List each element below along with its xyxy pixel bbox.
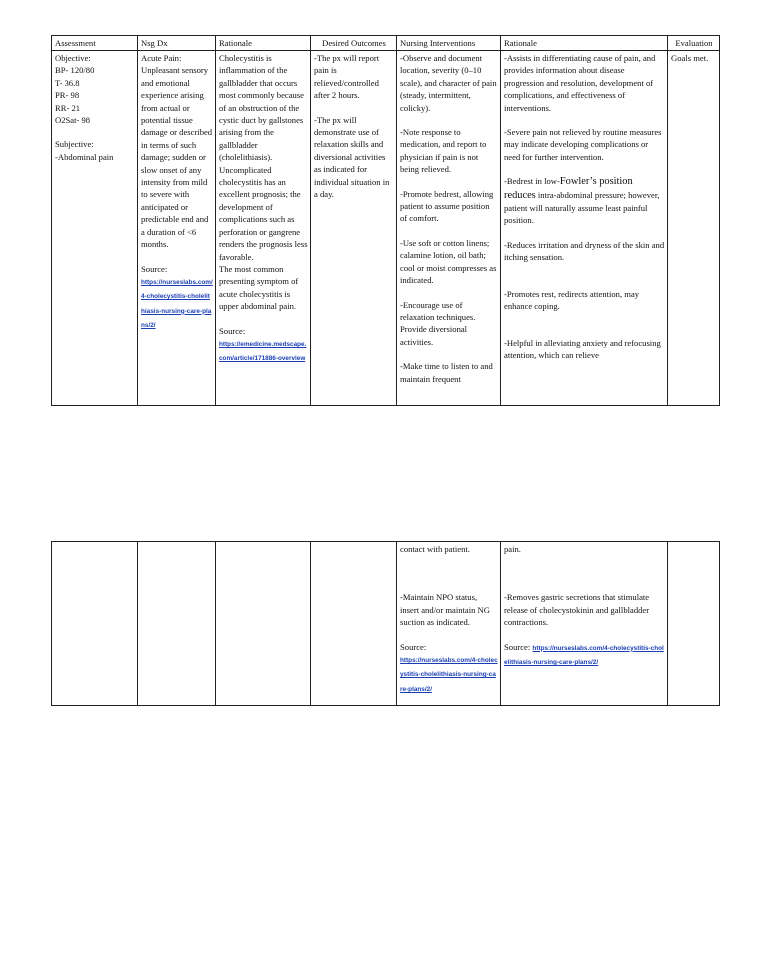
table-row xyxy=(52,51,720,406)
rationale2-source-link[interactable]: https://nurseslabs.com/4-cholecystitis-cholelithiasis-nursing-care-plans/2/ xyxy=(504,644,664,667)
desired-outcomes-cell xyxy=(311,51,397,406)
nsg-dx-text: Acute Pain: Unpleasant sensory and emotional experience arising from actual or potential tissue damage or described in terms of such damage; sudden or slow onset of any intensity from mild to severe with anticipated or predictable end and a duration of <6 months. xyxy=(141,53,213,250)
nsg-dx-cell xyxy=(138,51,216,406)
header-assessment: Assessment xyxy=(52,36,138,51)
interventions-cell-cont xyxy=(397,542,501,706)
rationale-text: Cholecystitis is inflammation of the gallbladder that occurs most commonly because of an obstruction of the cystic duct by gallstones arising from the gallbladder (cholelithiasis). Uncomplicated cholecystitis has an excellent prognosis; the development of complications such as perforation or gangrene renders the prognosis less favorable. The most common presenting symptom of acute cholecystitis is upper abdominal pain. xyxy=(219,53,308,312)
intervention-5: -Encourage use of relaxation techniques. Provide diversional activities. xyxy=(400,299,476,347)
intervention-2: -Note response to medication, and report to physician if pain is not being relieved. xyxy=(400,127,487,175)
rationale-source-label: Source: xyxy=(219,325,246,336)
table-row xyxy=(52,542,720,706)
subjective-data: Subjective: -Abdominal pain xyxy=(55,139,114,162)
rationale-source-link[interactable]: https://emedicine.medscape.com/article/171886-overview xyxy=(219,340,307,363)
header-row xyxy=(52,36,720,51)
rationale2-2: -Severe pain not relieved by routine measures may indicate developing complications or need for further intervention. xyxy=(504,127,662,162)
interventions-cell xyxy=(397,51,501,406)
interventions-source-label: Source: xyxy=(400,641,427,652)
header-desired-outcomes: Desired Outcomes xyxy=(311,36,397,51)
nsg-dx-cell-cont xyxy=(138,542,216,706)
rationale2-cell xyxy=(501,51,668,406)
rationale2-6: -Helpful in alleviating anxiety and refocusing attention, which can relieve xyxy=(504,337,661,360)
rationale2-3-post: intra-abdominal pressure; however, patient will naturally assume least painful position. xyxy=(504,189,660,226)
nsg-dx-source-label: Source: xyxy=(141,263,168,274)
intervention-4: -Use soft or cotton linens; calamine lotion, oil bath; cool or moist compresses as indicated. xyxy=(400,237,497,286)
evaluation-cell xyxy=(668,51,720,406)
header-nursing-interventions: Nursing Interventions xyxy=(397,36,501,51)
rationale2-3-pre: -Bedrest in low- xyxy=(504,176,560,187)
rationale2-1: -Assists in differentiating cause of pain, and provides information about disease progression and resolution, development of complications, and effectiveness of interventions. xyxy=(504,53,656,113)
intervention-1: -Observe and document location, severity (0–10 scale), and character of pain (steady, intermittent, colicky). xyxy=(400,53,497,113)
care-plan-table-page1 xyxy=(51,35,720,406)
rationale2-4: -Reduces irritation and dryness of the skin and itching sensation. xyxy=(504,239,665,263)
evaluation-cell-cont xyxy=(668,542,720,706)
outcome-1: -The px will report pain is relieved/controlled after 2 hours. xyxy=(314,53,380,101)
header-rationale: Rationale xyxy=(216,36,311,51)
assessment-cell xyxy=(52,51,138,406)
header-nsg-dx: Nsg Dx xyxy=(138,36,216,51)
desired-outcomes-cell-cont xyxy=(311,542,397,706)
rationale2-5: -Promotes rest, redirects attention, may enhance coping. xyxy=(504,288,640,312)
nsg-dx-source-link[interactable]: https://nurseslabs.com/4-cholecystitis-cholelithiasis-nursing-care-plans/2/ xyxy=(141,278,213,330)
rationale2-6-cont: pain. xyxy=(504,544,521,554)
rationale2-3-large: Fowler’s position reduces xyxy=(504,176,633,201)
rationale-cell xyxy=(216,51,311,406)
rationale2-3 xyxy=(504,175,665,227)
outcome-2: -The px will demonstrate use of relaxation skills and diversional activities as indicated for individual situation in a day. xyxy=(314,114,390,200)
header-rationale-2: Rationale xyxy=(501,36,668,51)
intervention-3: -Promote bedrest, allowing patient to assume position of comfort. xyxy=(400,188,494,224)
rationale2-source-label: Source: xyxy=(504,641,531,652)
assessment-cell-cont xyxy=(52,542,138,706)
intervention-6-cont: contact with patient. xyxy=(400,544,470,554)
evaluation-text: Goals met. xyxy=(671,53,709,63)
interventions-source-link[interactable]: https://nurseslabs.com/4-cholecystitis-cholelithiasis-nursing-care-plans/2/ xyxy=(400,657,498,693)
intervention-7: -Maintain NPO status, insert and/or maintain NG suction as indicated. xyxy=(400,592,490,628)
rationale-cell-cont xyxy=(216,542,311,706)
rationale2-cell-cont xyxy=(501,542,668,706)
objective-data: Objective: BP- 120/80 T- 36.8 PR- 98 RR- 21 O2Sat- 98 xyxy=(55,53,95,126)
intervention-6: -Make time to listen to and maintain frequent xyxy=(400,361,493,384)
care-plan-table-page2 xyxy=(51,541,720,706)
rationale2-7: -Removes gastric secretions that stimulate release of cholecystokinin and gallbladder contractions. xyxy=(504,592,650,628)
header-evaluation: Evaluation xyxy=(668,36,720,51)
